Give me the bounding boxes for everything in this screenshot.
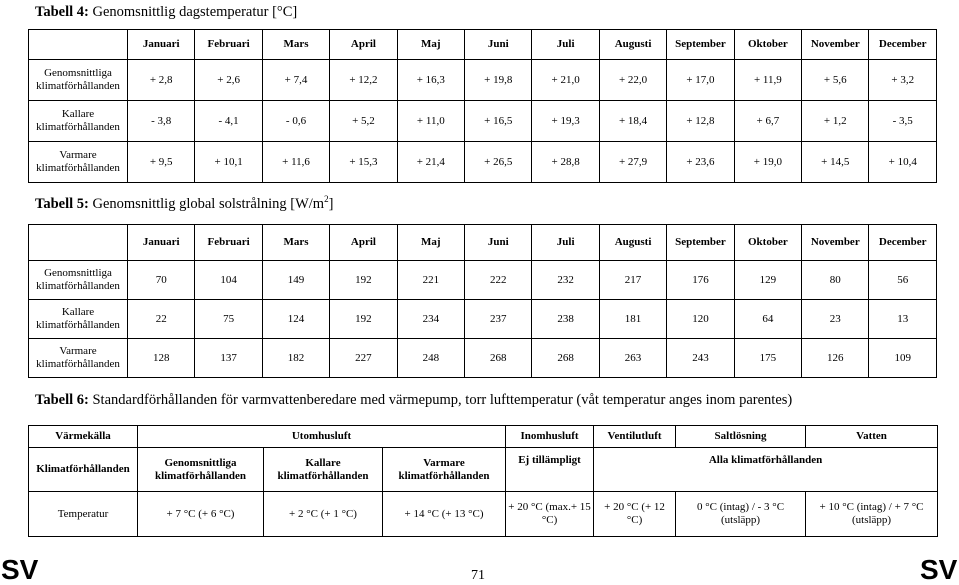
table-cell: + 15,3 bbox=[330, 142, 397, 183]
table-cell: + 19,0 bbox=[734, 142, 801, 183]
table-cell: 23 bbox=[802, 300, 869, 339]
table5-caption-text: Genomsnittlig global solstrålning [W/m bbox=[88, 195, 325, 212]
table-cell: 124 bbox=[262, 300, 329, 339]
table6-caption-text: Standardförhållanden för varmvattenberedare med värmepump, torr lufttemperatur (våt temperatur anges inom parentes) bbox=[88, 392, 793, 408]
table-cell: 176 bbox=[667, 261, 734, 300]
table-cell: + 5,6 bbox=[802, 60, 869, 101]
table5-month: Juli bbox=[532, 225, 599, 261]
table4-month: November bbox=[802, 30, 869, 60]
table-cell: 175 bbox=[734, 339, 801, 378]
table-row bbox=[29, 339, 937, 378]
table-cell: + 18,4 bbox=[599, 101, 666, 142]
table-cell: 80 bbox=[802, 261, 869, 300]
language-code-right: SV bbox=[920, 554, 958, 585]
row-label: Varmare klimatförhållanden bbox=[29, 142, 128, 183]
table-cell: + 14 °C (+ 13 °C) bbox=[383, 492, 506, 537]
table-cell: 0 °C (intag) / - 3 °C (utsläpp) bbox=[676, 492, 806, 537]
table6-caption-prefix: Tabell 6: bbox=[35, 392, 89, 408]
table5-caption-end: ] bbox=[328, 195, 334, 212]
table-cell: + 16,5 bbox=[465, 101, 532, 142]
header-cell: Inomhusluft bbox=[506, 426, 594, 448]
table5-month: April bbox=[330, 225, 397, 261]
table-row bbox=[29, 448, 938, 492]
table-cell: + 23,6 bbox=[667, 142, 734, 183]
table5-month: September bbox=[667, 225, 734, 261]
table-cell: + 11,6 bbox=[262, 142, 329, 183]
table-cell: 22 bbox=[128, 300, 195, 339]
table6 bbox=[28, 425, 938, 537]
table-cell: + 19,8 bbox=[465, 60, 532, 101]
table-cell: + 2,6 bbox=[195, 60, 262, 101]
table4-month: Januari bbox=[128, 30, 195, 60]
table-cell: 120 bbox=[667, 300, 734, 339]
row-label: Kallare klimatförhållanden bbox=[29, 101, 128, 142]
table-cell: 263 bbox=[599, 339, 666, 378]
table4-month: Oktober bbox=[734, 30, 801, 60]
table5-caption bbox=[35, 194, 333, 213]
table5-month: Augusti bbox=[599, 225, 666, 261]
table-cell: 222 bbox=[465, 261, 532, 300]
table-cell: 221 bbox=[397, 261, 464, 300]
table-cell: + 7,4 bbox=[262, 60, 329, 101]
table4-month: April bbox=[330, 30, 397, 60]
table4-corner bbox=[29, 30, 128, 60]
table-cell: 149 bbox=[262, 261, 329, 300]
table-cell: + 20 °C (+ 12 °C) bbox=[594, 492, 676, 537]
table-cell: 268 bbox=[465, 339, 532, 378]
table-cell: 109 bbox=[869, 339, 937, 378]
table5-caption-prefix: Tabell 5: bbox=[35, 195, 89, 212]
table-cell: + 16,3 bbox=[397, 60, 464, 101]
row-label: Genomsnittliga klimatförhållanden bbox=[29, 261, 128, 300]
table-cell: 182 bbox=[262, 339, 329, 378]
table-cell: Genomsnittliga klimatförhållanden bbox=[138, 448, 264, 492]
table4 bbox=[28, 29, 937, 183]
table-row bbox=[29, 300, 937, 339]
table4-month: Juli bbox=[532, 30, 599, 60]
table-cell: 128 bbox=[128, 339, 195, 378]
table5 bbox=[28, 224, 937, 378]
table-cell: 13 bbox=[869, 300, 937, 339]
table-cell: 217 bbox=[599, 261, 666, 300]
header-cell: Utomhusluft bbox=[138, 426, 506, 448]
table-cell: 129 bbox=[734, 261, 801, 300]
table-cell: + 6,7 bbox=[734, 101, 801, 142]
table5-month: December bbox=[869, 225, 937, 261]
table-row bbox=[29, 60, 937, 101]
table5-caption-sup: 2 bbox=[324, 194, 329, 204]
table-cell: 64 bbox=[734, 300, 801, 339]
table-cell: + 11,0 bbox=[397, 101, 464, 142]
table4-caption-prefix: Tabell 4: bbox=[35, 4, 89, 20]
table5-month: Maj bbox=[397, 225, 464, 261]
table-cell: 56 bbox=[869, 261, 937, 300]
table4-month: Maj bbox=[397, 30, 464, 60]
table-cell: 75 bbox=[195, 300, 262, 339]
table-cell: 238 bbox=[532, 300, 599, 339]
table-row bbox=[29, 101, 937, 142]
table-cell: + 12,2 bbox=[330, 60, 397, 101]
table-cell: 237 bbox=[465, 300, 532, 339]
table5-month: Juni bbox=[465, 225, 532, 261]
row-label: Kallare klimatförhållanden bbox=[29, 300, 128, 339]
table-cell: + 21,4 bbox=[397, 142, 464, 183]
table-cell: + 20 °C (max.+ 15 °C) bbox=[506, 492, 594, 537]
table-cell: - 4,1 bbox=[195, 101, 262, 142]
table-cell: + 28,8 bbox=[532, 142, 599, 183]
table5-month: Januari bbox=[128, 225, 195, 261]
row-label: Genomsnittliga klimatförhållanden bbox=[29, 60, 128, 101]
header-cell: Saltlösning bbox=[676, 426, 806, 448]
table4-month: September bbox=[667, 30, 734, 60]
table6-caption bbox=[35, 392, 792, 409]
table-cell: Kallare klimatförhållanden bbox=[264, 448, 383, 492]
table4-header-row bbox=[29, 30, 937, 60]
table-cell: 137 bbox=[195, 339, 262, 378]
table5-corner bbox=[29, 225, 128, 261]
table-cell: + 3,2 bbox=[869, 60, 937, 101]
table5-header-row bbox=[29, 225, 937, 261]
table-cell: 192 bbox=[330, 300, 397, 339]
table4-month: Mars bbox=[262, 30, 329, 60]
table5-month: Februari bbox=[195, 225, 262, 261]
table-cell: - 3,8 bbox=[128, 101, 195, 142]
row-label: Varmare klimatförhållanden bbox=[29, 339, 128, 378]
table5-month: November bbox=[802, 225, 869, 261]
table6-header-row bbox=[29, 426, 938, 448]
table-cell: + 7 °C (+ 6 °C) bbox=[138, 492, 264, 537]
table-cell: + 1,2 bbox=[802, 101, 869, 142]
table-cell: + 9,5 bbox=[128, 142, 195, 183]
table5-month: Mars bbox=[262, 225, 329, 261]
table-row bbox=[29, 142, 937, 183]
table-cell: + 26,5 bbox=[465, 142, 532, 183]
table-cell: Varmare klimatförhållanden bbox=[383, 448, 506, 492]
table-cell: + 10,4 bbox=[869, 142, 937, 183]
table-cell: 126 bbox=[802, 339, 869, 378]
table-cell: + 22,0 bbox=[599, 60, 666, 101]
table5-month: Oktober bbox=[734, 225, 801, 261]
table-row bbox=[29, 261, 937, 300]
language-code-left: SV bbox=[1, 554, 39, 585]
table4-month: Juni bbox=[465, 30, 532, 60]
table-cell: 243 bbox=[667, 339, 734, 378]
table-cell: + 2,8 bbox=[128, 60, 195, 101]
table-cell: + 19,3 bbox=[532, 101, 599, 142]
row-label: Temperatur bbox=[29, 492, 138, 537]
table-cell: + 17,0 bbox=[667, 60, 734, 101]
table-cell: Ej tillämpligt bbox=[506, 448, 594, 492]
table-cell: + 2 °C (+ 1 °C) bbox=[264, 492, 383, 537]
table-cell: - 0,6 bbox=[262, 101, 329, 142]
header-cell: Vatten bbox=[806, 426, 938, 448]
table-cell: + 5,2 bbox=[330, 101, 397, 142]
row-label: Klimatförhållanden bbox=[29, 448, 138, 492]
table-cell: 192 bbox=[330, 261, 397, 300]
table-cell: 181 bbox=[599, 300, 666, 339]
header-cell: Ventilutluft bbox=[594, 426, 676, 448]
table-cell: + 14,5 bbox=[802, 142, 869, 183]
header-cell: Värmekälla bbox=[29, 426, 138, 448]
table-cell: + 10,1 bbox=[195, 142, 262, 183]
table-cell: + 12,8 bbox=[667, 101, 734, 142]
table-cell: Alla klimatförhållanden bbox=[594, 448, 938, 492]
table4-month: December bbox=[869, 30, 937, 60]
table-row bbox=[29, 492, 938, 537]
table-cell: 104 bbox=[195, 261, 262, 300]
table4-month: Februari bbox=[195, 30, 262, 60]
table-cell: + 11,9 bbox=[734, 60, 801, 101]
table-cell: 268 bbox=[532, 339, 599, 378]
table-cell: 232 bbox=[532, 261, 599, 300]
table-cell: 70 bbox=[128, 261, 195, 300]
page-number: 71 bbox=[471, 568, 485, 583]
table-cell: - 3,5 bbox=[869, 101, 937, 142]
table4-month: Augusti bbox=[599, 30, 666, 60]
table-cell: 234 bbox=[397, 300, 464, 339]
table-cell: 227 bbox=[330, 339, 397, 378]
table4-caption bbox=[35, 4, 297, 21]
table-cell: 248 bbox=[397, 339, 464, 378]
table-cell: + 27,9 bbox=[599, 142, 666, 183]
table4-caption-text: Genomsnittlig dagstemperatur [°C] bbox=[88, 4, 298, 20]
table-cell: + 21,0 bbox=[532, 60, 599, 101]
table-cell: + 10 °C (intag) / + 7 °C (utsläpp) bbox=[806, 492, 938, 537]
